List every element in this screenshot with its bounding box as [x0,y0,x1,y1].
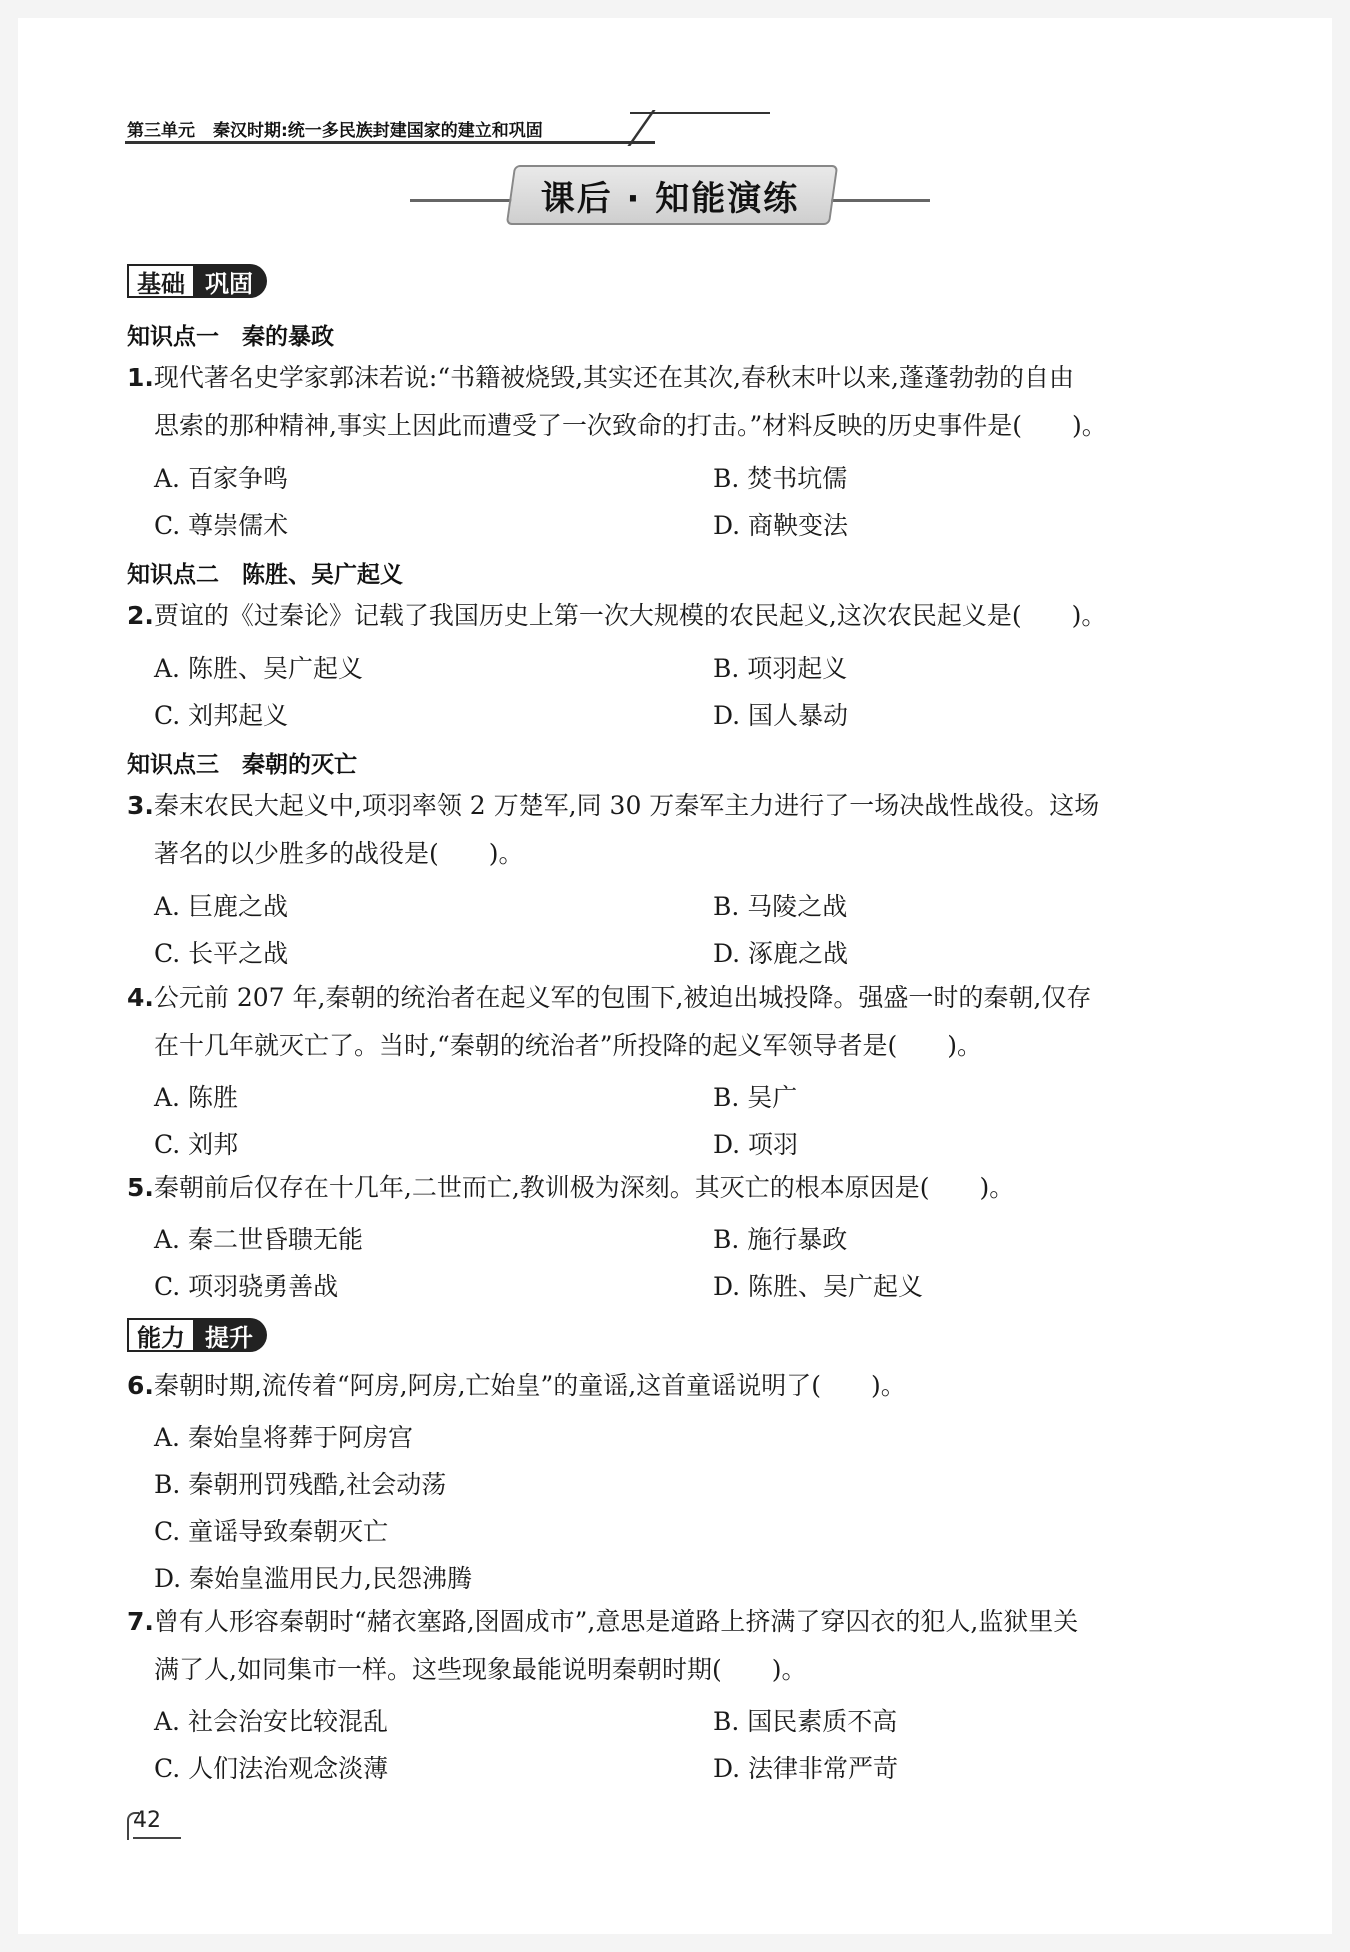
option-c[interactable]: C. 刘邦 [154,1130,239,1159]
page-number: 42 [133,1808,161,1833]
question-7 [127,1598,1227,1694]
question-number: 3. [127,791,154,820]
option-d[interactable]: D. 国人暴动 [713,701,849,730]
section-tag-ability [127,1318,267,1352]
question-text-line2: 思索的那种精神,事实上因此而遭受了一次致命的打击。”材料反映的历史事件是( )。 [154,411,1107,440]
section-tag-basic-b: 巩固 [193,264,267,298]
question-number: 1. [127,363,154,392]
question-text-line1: 现代著名史学家郭沫若说:“书籍被烧毁,其实还在其次,春秋末叶以来,蓬蓬勃勃的自由 [153,363,1074,392]
question-text-line2: 在十几年就灭亡了。当时,“秦朝的统治者”所投降的起义军领导者是( )。 [154,1031,983,1060]
question-number: 7. [127,1607,154,1636]
question-number: 5. [127,1173,154,1202]
banner-title: 课后 · 知能演练 [540,179,800,219]
question-5 [127,1164,1227,1212]
question-number: 6. [127,1371,154,1400]
section-tag-basic-a: 基础 [127,264,195,298]
question-text-line1: 曾有人形容秦朝时“赭衣塞路,囹圄成市”,意思是道路上挤满了穿囚衣的犯人,监狱里关 [153,1607,1079,1636]
option-b[interactable]: B. 焚书坑儒 [713,464,848,493]
unit-header [127,112,543,144]
option-c[interactable]: C. 人们法治观念淡薄 [154,1754,389,1783]
option-b[interactable]: B. 施行暴政 [713,1225,848,1254]
unit-title: 秦汉时期:统一多民族封建国家的建立和巩固 [213,120,543,141]
banner-line-left [410,199,520,202]
question-text-line1: 公元前 207 年,秦朝的统治者在起义军的包围下,被迫出城投降。强盛一时的秦朝,仅存 [153,983,1092,1012]
question-text-line1: 秦朝时期,流传着“阿房,阿房,亡始皇”的童谣,这首童谣说明了( )。 [153,1371,906,1400]
unit-label: 第三单元 [127,120,195,141]
question-text-line1: 贾谊的《过秦论》记载了我国历史上第一次大规模的农民起义,这次农民起义是( )。 [153,601,1107,630]
option-b[interactable]: B. 国民素质不高 [713,1707,898,1736]
question-3 [127,782,1227,878]
question-4 [127,974,1227,1070]
question-2 [127,592,1227,640]
question-number: 2. [127,601,154,630]
option-d[interactable]: D. 商鞅变法 [713,511,849,540]
option-a[interactable]: A. 陈胜 [154,1083,238,1112]
header-rule [125,141,655,144]
question-6 [127,1362,1227,1410]
page-number-underline [133,1837,181,1839]
option-a[interactable]: A. 秦二世昏聩无能 [154,1225,363,1254]
question-text-line2: 满了人,如同集市一样。这些现象最能说明秦朝时期( )。 [154,1655,807,1684]
option-c[interactable]: C. 长平之战 [154,939,289,968]
option-d[interactable]: D. 法律非常严苛 [713,1754,899,1783]
question-text-line1: 秦末农民大起义中,项羽率领 2 万楚军,同 30 万秦军主力进行了一场决战性战役。这场 [153,791,1100,820]
option-a[interactable]: A. 秦始皇将葬于阿房宫 [154,1423,413,1452]
banner-line-right [820,199,930,202]
knowledge-point-2: 知识点二 陈胜、吴广起义 [127,562,403,588]
option-d[interactable]: D. 秦始皇滥用民力,民怨沸腾 [154,1564,472,1593]
option-d[interactable]: D. 陈胜、吴广起义 [713,1272,924,1301]
title-banner [410,165,930,221]
option-d[interactable]: D. 项羽 [713,1130,799,1159]
option-c[interactable]: C. 尊崇儒术 [154,511,289,540]
option-b[interactable]: B. 秦朝刑罚残酷,社会动荡 [154,1470,447,1499]
question-text-line1: 秦朝前后仅存在十几年,二世而亡,教训极为深刻。其灭亡的根本原因是( )。 [153,1173,1015,1202]
option-c[interactable]: C. 项羽骁勇善战 [154,1272,339,1301]
question-text-line2: 著名的以少胜多的战役是( )。 [154,839,524,868]
section-tag-ability-b: 提升 [193,1318,267,1352]
section-tag-basic [127,264,267,298]
question-1 [127,354,1227,450]
option-c[interactable]: C. 童谣导致秦朝灭亡 [154,1517,389,1546]
option-c[interactable]: C. 刘邦起义 [154,701,289,730]
option-b[interactable]: B. 马陵之战 [713,892,848,921]
section-tag-ability-a: 能力 [127,1318,195,1352]
knowledge-point-3: 知识点三 秦朝的灭亡 [127,752,357,778]
option-b[interactable]: B. 吴广 [713,1083,798,1112]
option-a[interactable]: A. 百家争鸣 [154,464,288,493]
option-a[interactable]: A. 巨鹿之战 [154,892,288,921]
option-a[interactable]: A. 社会治安比较混乱 [154,1707,388,1736]
knowledge-point-1: 知识点一 秦的暴政 [127,324,334,350]
option-a[interactable]: A. 陈胜、吴广起义 [154,654,363,683]
option-d[interactable]: D. 涿鹿之战 [713,939,849,968]
question-number: 4. [127,983,154,1012]
option-b[interactable]: B. 项羽起义 [713,654,848,683]
